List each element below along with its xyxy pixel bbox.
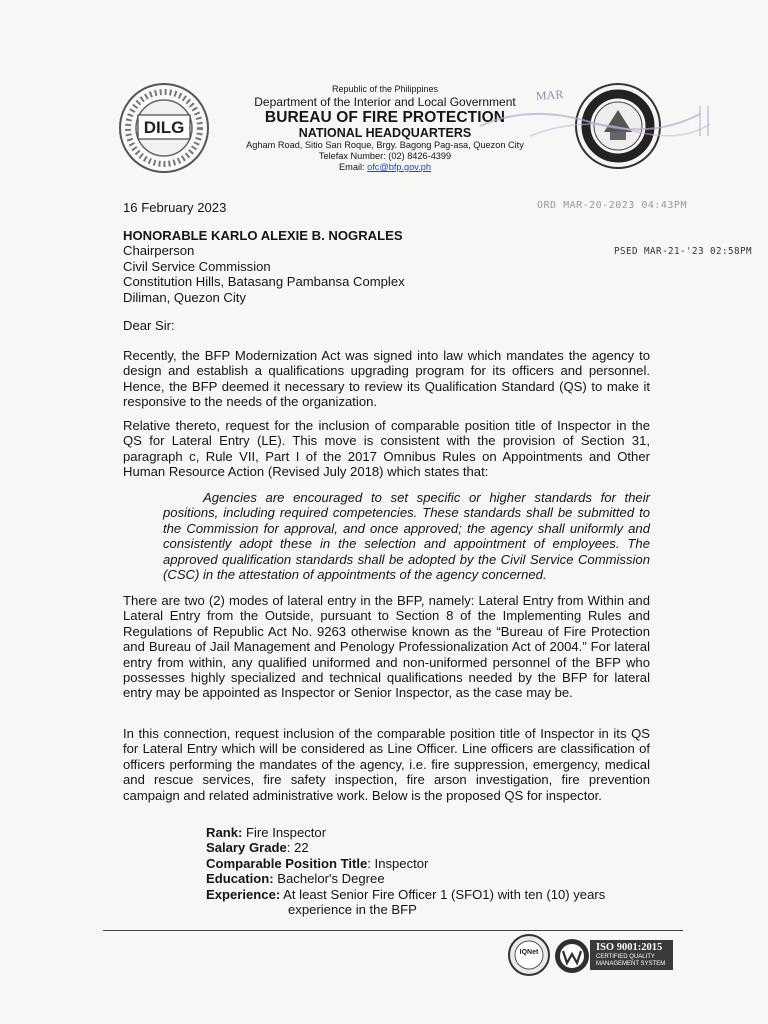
footer-divider	[103, 930, 683, 931]
salutation: Dear Sir:	[123, 318, 175, 333]
addressee-address-2: Diliman, Quezon City	[123, 289, 246, 305]
paragraph-1: Recently, the BFP Modernization Act was signed into law which mandates the agency to design and establish a qualifications upgrading program for its officers and personnel. Hence, the BFP deemed it necessary to review its Qualification Standard (QS) to make it responsive to the needs of the organization.	[123, 348, 650, 410]
quoted-provision: Agencies are encouraged to set specific or higher standards for their positions, including required competencies. These standards shall be submitted to the Commission for approval, and once approved; the agency shall uniformly and consistently adopt these in the selection and appointment of employees. The approved qualification standards shall be adopted by the Civil Service Commission (CSC) in the attestation of appointments of the agency concerned.	[163, 490, 650, 583]
received-stamp-mark: MAR	[535, 87, 564, 103]
email-label: Email:	[339, 162, 368, 172]
letter-date: 16 February 2023	[123, 200, 227, 215]
letterhead-email	[200, 162, 570, 173]
received-stamp-ord: ORD MAR-20-2023 04:43PM	[537, 200, 687, 211]
addressee-org: Civil Service Commission	[123, 258, 271, 274]
addressee-block	[123, 228, 405, 305]
purple-stamp-ink	[470, 96, 720, 142]
qs-experience: Experience: At least Senior Fire Officer 1 (SFO1) with ten (10) years	[206, 886, 606, 902]
dilg-seal	[118, 82, 210, 174]
addressee-title: Chairperson	[123, 243, 195, 259]
letterhead-department: Department of the Interior and Local Government	[254, 95, 516, 109]
qs-comparable-position: Comparable Position Title: Inspector	[206, 855, 429, 871]
qs-education: Education: Bachelor's Degree	[206, 871, 385, 887]
letterhead-address: Agham Road, Sitio San Roque, Brgy. Bagong Pag-asa, Quezon City	[246, 140, 524, 150]
paragraph-4: In this connection, request inclusion of the comparable position title of Inspector in its QS for Lateral Entry which will be considered as Line Officer. Line officers are classification of officers performing the mandates of the agency, i.e. fire suppression, emergency, medical and rescue services, fire safety inspection, fire arson investigation, fire prevention campaign and related administrative work. Below is the proposed QS for inspector.	[123, 726, 650, 803]
letterhead-republic: Republic of the Philippines	[331, 84, 439, 94]
qs-rank: Rank: Fire Inspector	[206, 825, 327, 840]
iso-certification-badge	[590, 940, 673, 970]
qs-list	[206, 825, 605, 917]
iqnet-label: IQNet	[519, 949, 539, 956]
addressee-name: HONORABLE KARLO ALEXIE B. NOGRALES	[123, 228, 403, 243]
iqnet-badge	[508, 934, 550, 976]
iso-subtitle-1: CERTIFIED QUALITY	[596, 954, 655, 960]
letterhead-hq: NATIONAL HEADQUARTERS	[298, 126, 472, 140]
qs-salary-grade: Salary Grade: 22	[206, 840, 309, 856]
received-stamp-psed: PSED MAR-21-'23 02:58PM	[614, 246, 752, 257]
letterhead-bureau: BUREAU OF FIRE PROTECTION	[264, 109, 506, 126]
iso-subtitle-2: MANAGEMENT SYSTEM	[596, 961, 666, 967]
email-link[interactable]: ofc@bfp.gov.ph	[367, 162, 431, 172]
qs-experience-cont: experience in the BFP	[288, 902, 417, 918]
paragraph-2: Relative thereto, request for the inclusion of comparable position title of Inspector in the QS for Lateral Entry (LE). This move is consistent with the provision of Section 31, paragraph c, Rule VII, Part I of the 2017 Omnibus Rules on Appointments and Other Human Resource Action (Revised July 2018) which states that:	[123, 418, 650, 480]
paragraph-3: There are two (2) modes of lateral entry in the BFP, namely: Lateral Entry from Within and Lateral Entry from the Outside, pursuant to Section 8 of the Implementing Rules and Regulations of Republic Act No. 9263 otherwise known as the “Bureau of Fire Protection and Bureau of Jail Management and Penology Professionalization Act of 2004.” For lateral entry from within, any qualified uniformed and non-uniformed personnel of the BFP who possesses highly specialized and technical qualifications needed by the BFP for lateral entry may be appointed as Inspector or Senior Inspector, as the case may be.	[123, 593, 650, 701]
letterhead-telefax: Telefax Number: (02) 8426-4399	[318, 151, 452, 161]
certification-w-logo	[554, 938, 590, 974]
dilg-seal-text: DILG	[143, 118, 185, 137]
iso-title: ISO 9001:2015	[596, 942, 663, 953]
addressee-address-1: Constitution Hills, Batasang Pambansa Complex	[123, 274, 405, 290]
